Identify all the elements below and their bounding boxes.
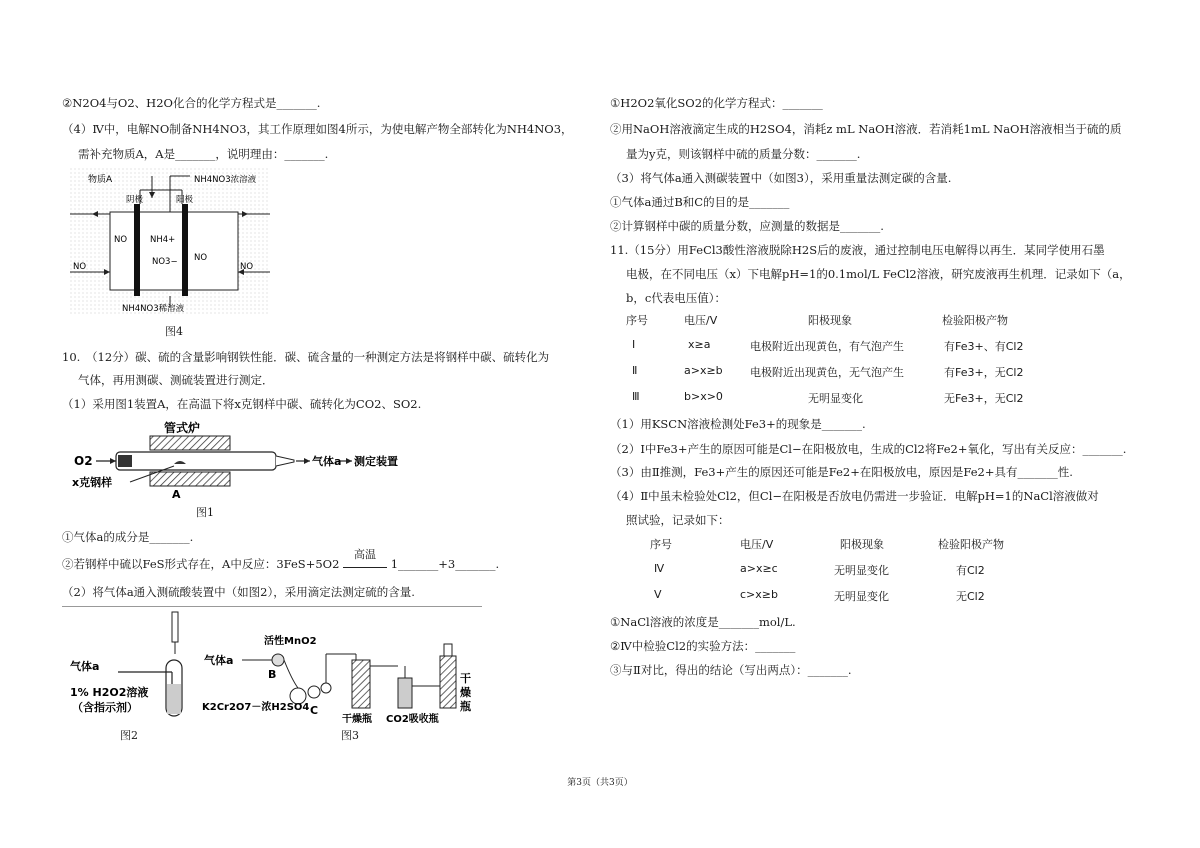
table1-cell: 无Fe3+，无Cl2	[944, 392, 1024, 405]
table1-cell: 电极附近出现黄色，有气泡产生	[750, 340, 904, 353]
figure-4-electrolysis	[70, 168, 270, 314]
text-line: ②计算钢样中碳的质量分数，应测量的数据是_______.	[610, 219, 884, 233]
fig1-a: A	[172, 488, 181, 501]
fig3-b: B	[268, 668, 277, 681]
fig3-co2: CO2吸收瓶	[386, 714, 439, 725]
table1-cell: b>x>0	[684, 390, 723, 403]
fig4-no-in-right: NO	[240, 262, 254, 272]
text-line: （3）将气体a通入测碳装置中（如图3），采用重量法测定碳的含量.	[610, 171, 952, 185]
table2-cell: 无明显变化	[834, 590, 889, 603]
text-line: ②N2O4与O2、H2O化合的化学方程式是_______.	[62, 96, 321, 110]
text-line: （4）Ⅱ中虽未检验处Cl2，但Cl−在阳极是否放电仍需进一步验证．电解pH=1的NaCl溶液做对	[610, 489, 1099, 503]
fig4-no-right: NO	[194, 253, 208, 263]
table2-cell: c>x≥b	[740, 588, 778, 601]
text-line: 照试验，记录如下：	[626, 513, 730, 527]
text-line: 电极，在不同电压（x）下电解pH=1的0.1mol/L FeCl2溶液，研究废液再生机理．记录如下（a，	[626, 267, 1131, 281]
text-line: 11.（15分）用FeCl3酸性溶液脱除H2S后的废液，通过控制电压电解得以再生．某同学使用石墨	[610, 243, 1105, 257]
fig3-mno2: 活性MnO2	[264, 636, 317, 647]
condition-text: 高温	[354, 548, 377, 561]
fig1-caption: 图1	[196, 506, 214, 519]
fig4-nh4: NH4+	[150, 235, 176, 245]
text-line: 气体，再用测碳、测硫装置进行测定．	[78, 373, 274, 387]
fig4-label-a: 物质A	[88, 175, 113, 185]
table1-header-cell: 序号	[626, 314, 648, 327]
table2-cell: Ⅳ	[654, 562, 665, 575]
fig3-caption: 图3	[341, 729, 359, 742]
table1-cell: 有Fe3+、有Cl2	[944, 340, 1024, 353]
table2-cell: a>x≥c	[740, 562, 778, 575]
table2-header-cell: 检验阳极产物	[938, 538, 1004, 551]
table2-header-cell: 序号	[650, 538, 672, 551]
fig2-indicator: （含指示剂）	[72, 701, 138, 714]
fig4-caption: 图4	[165, 325, 183, 338]
table1-header-cell: 阳极现象	[808, 314, 852, 327]
text-line: ②Ⅳ中检验Cl2的实验方法：_______	[610, 639, 796, 653]
equation-left: ②若钢样中硫以FeS形式存在，A中反应：3FeS+5O2	[62, 557, 340, 571]
fig4-no-left: NO	[114, 235, 128, 245]
table2-cell: 无明显变化	[834, 564, 889, 577]
fig4-label-top: NH4NO3浓溶液	[194, 175, 257, 185]
equation-right: 1_______+3_______.	[390, 557, 500, 571]
fig3-gas: 气体a	[204, 654, 234, 667]
table1-cell: 有Fe3+，无Cl2	[944, 366, 1024, 379]
fig3-reagent: K2Cr2O7－浓H2SO4	[202, 702, 310, 713]
fig3-c: C	[310, 704, 319, 717]
text-line: ①NaCl溶液的浓度是_______mol/L.	[610, 615, 796, 629]
fig4-no-in-left: NO	[73, 262, 87, 272]
text-line: ②用NaOH溶液滴定生成的H2SO4，消耗z mL NaOH溶液．若消耗1mL NaOH溶液相当于硫的质	[610, 122, 1122, 136]
text-line: （2）Ⅰ中Fe3+产生的原因可能是Cl−在阳极放电，生成的Cl2将Fe2+氧化，写出有关反应：_______.	[610, 442, 1127, 456]
text-line: ①H2O2氧化SO2的化学方程式：_______	[610, 96, 823, 110]
fig1-o2: O2	[74, 454, 93, 468]
text-line: ①气体a的成分是_______.	[62, 530, 194, 544]
text-line: 10. （12分）碳、硫的含量影响钢铁性能．碳、硫含量的一种测定方法是将钢样中碳、硫转化为	[62, 350, 550, 364]
table1-header-cell: 检验阳极产物	[942, 314, 1008, 327]
figure-2-titration	[68, 610, 198, 722]
divider	[62, 606, 482, 607]
reaction-condition	[343, 548, 387, 568]
figure-3-carbon-apparatus	[202, 630, 492, 726]
table2-cell: 无Cl2	[956, 590, 985, 603]
fig1-furnace: 管式炉	[164, 421, 201, 435]
equation-line	[343, 567, 387, 568]
text-line: ①气体a通过B和C的目的是_______	[610, 195, 790, 209]
table2-header-cell: 电压/V	[740, 538, 774, 551]
fig1-sample: x克钢样	[72, 476, 113, 489]
table2-cell: 有Cl2	[956, 564, 985, 577]
fig4-no3: NO3−	[152, 257, 178, 267]
table1-cell: 无明显变化	[808, 392, 863, 405]
fig1-device: 测定装置	[354, 455, 398, 468]
text-line: 量为y克，则该钢样中硫的质量分数：_______.	[626, 147, 861, 161]
table1-cell: Ⅲ	[632, 390, 640, 403]
table1-cell: a>x≥b	[684, 364, 723, 377]
table1-cell: Ⅱ	[632, 364, 638, 377]
text-line: （4）Ⅳ中，电解NO制备NH4NO3，其工作原理如图4所示，为使电解产物全部转化为NH4NO3，	[62, 122, 573, 136]
fig3-dry2-b: 燥	[460, 686, 471, 699]
fig3-dry2-c: 瓶	[460, 700, 471, 713]
text-line: 需补充物质A，A是_______，说明理由：_______.	[78, 147, 329, 161]
table1-cell: x≥a	[688, 338, 711, 351]
text-line: （3）由Ⅱ推测，Fe3+产生的原因还可能是Fe2+在阳极放电，原因是Fe2+具有_______性.	[610, 465, 1073, 479]
fig1-gas: 气体a	[312, 455, 342, 468]
table1-cell: 电极附近出现黄色，无气泡产生	[750, 366, 904, 379]
text-line: （1）采用图1装置A，在高温下将x克钢样中碳、硫转化为CO2、SO2.	[62, 397, 422, 411]
fig2-caption: 图2	[120, 729, 138, 742]
table1-cell: Ⅰ	[632, 338, 636, 351]
fig4-anode: 阳极	[176, 195, 194, 205]
table1-header-cell: 电压/V	[684, 314, 718, 327]
table2-cell: Ⅴ	[654, 588, 662, 601]
text-line: ③与Ⅱ对比，得出的结论（写出两点）：_______.	[610, 663, 852, 677]
table2-header-cell: 阳极现象	[840, 538, 884, 551]
text-line: （1）用KSCN溶液检测处Fe3+的现象是_______.	[610, 417, 866, 431]
fig3-dry2-a: 干	[460, 672, 471, 685]
text-line: b，c代表电压值）：	[626, 291, 727, 305]
text-line	[62, 548, 500, 572]
fig2-gas: 气体a	[70, 660, 100, 673]
fig4-label-bottom: NH4NO3稀溶液	[122, 304, 185, 314]
fig3-dry: 干燥瓶	[342, 714, 372, 725]
figure-1-tube-furnace	[70, 420, 398, 502]
fig4-cathode: 阴极	[126, 195, 144, 205]
page-footer: 第3页（共3页）	[567, 778, 633, 788]
text-line: （2）将气体a通入测硫酸装置中（如图2），采用滴定法测定硫的含量.	[62, 585, 415, 599]
fig2-solution: 1% H2O2溶液	[70, 686, 149, 699]
